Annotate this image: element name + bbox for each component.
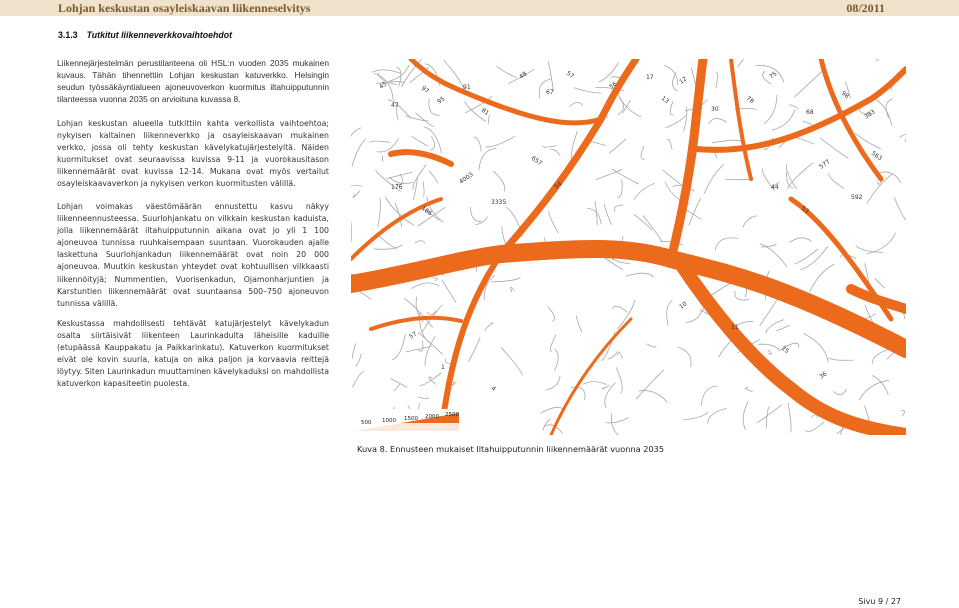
volume-label: 3335 [491, 199, 507, 206]
document-title: Lohjan keskustan osayleiskaavan liikenneselvitys [58, 1, 311, 15]
volume-label: 25 [779, 344, 791, 356]
section-number: 3.1.3 [58, 30, 78, 40]
paragraph-4: Keskustassa mahdollisesti tehtävät katujärjestelyt kävelykadun osalta siirtäisivät liikenteen Laurinkadulta läheisille kaduille (etupäässä Kauppakatu ja Paikkarinkatu). Katuverkon kuormitukset eivät ole kovin suuria, katuja on aika paljon ja korvaavia reittejä löytyy. Siten Laurinkadun muuttaminen kävelykaduksi on mahdollista katuverkon kapasiteetin puolesta. [57, 319, 329, 389]
volume-label: 4 [489, 384, 498, 393]
section-title: Tutkitut liikenneverkkovaihtoehdot [86, 30, 233, 40]
volume-label: 57 [408, 330, 419, 341]
volume-label: 67 [546, 89, 554, 96]
volume-label: 11 [731, 324, 739, 331]
volume-label: 54 [553, 180, 564, 191]
section-heading [58, 30, 232, 40]
paragraph-2: Lohjan keskustan alueella tutkittiin kahta verkollista vaihtoehtoa; nykyisen kaltainen liikenneverkko ja osayleiskaavan mukainen verkko, jossa oli tehty keskustan kävelykatujärjestelyitä. Näiden kuormitukset ovat seuraavissa kuvissa 9-11 ja vuorokausitason liikennemäärät ovat kuvissa 12-14. Mukana ovat myös vertailut osayleiskaavaverkon ja nykyisen verkon kuormitusten välillä. [57, 119, 329, 189]
volume-label: 592 [851, 194, 863, 201]
legend-label-1000: 1000 [382, 418, 396, 424]
volume-label: 45 [378, 80, 389, 91]
legend-label-2000: 2000 [425, 414, 439, 420]
figure-caption: Kuva 8. Ennusteen mukaiset Iltahuipputunnin liikennemäärät vuonna 2035 [357, 444, 665, 454]
volume-label: 1 [441, 364, 445, 371]
volume-label: 36 [818, 370, 829, 381]
volume-label: 56 [608, 80, 619, 91]
volume-label: 47 [391, 102, 399, 109]
volume-label: 44 [771, 184, 779, 191]
map-canvas [351, 59, 906, 435]
volume-label: 13 [659, 94, 671, 106]
volume-label: 577 [818, 158, 832, 171]
document-date: 08/2011 [846, 1, 885, 15]
volume-label: 97 [419, 84, 431, 96]
volume-label: 95 [436, 95, 447, 106]
volume-label: 48 [518, 70, 529, 81]
volume-label: 78 [744, 94, 756, 106]
page-number: Sivu 9 / 27 [858, 597, 901, 606]
volume-label: 12 [678, 75, 689, 86]
legend-label-2500: 2500 [445, 412, 459, 418]
paragraph-3: Lohjan voimakas väestömäärän ennustettu kasvu näkyy liikenneennusteessa. Suurlohjankatu on vilkkain keskustan kaduista, jolla liikennemäärät iltahuipputunnin aikana ovat jo yli 1 100 ajoneuvoa tunnissa ruuhkaisempaan suuntaan. Vuorokauden ajalle laskettuna Suurlohjankadun liikennemäärät ovat noin 20 000 ajoneuvoa. Muutkin keskustan yhteydet ovat kohtuullisen vilkkaasti liikennöityjä; Nummentien, Vuorisenkadun, Ojamonharjuntien ja Karstuntien liikennemäärät ovat suuntaansa 500–750 ajoneuvon tunnissa välillä. [57, 202, 329, 308]
volume-label: 75 [768, 70, 779, 81]
map-legend [351, 409, 463, 435]
legend-label-1500: 1500 [404, 416, 418, 422]
page-header [0, 0, 959, 16]
volume-label: 10 [678, 300, 689, 311]
volume-label: 176 [391, 184, 403, 191]
volume-label: 57 [564, 69, 576, 81]
traffic-volume-map [351, 59, 906, 435]
paragraph-1: Liikennejärjestelmän perustilanteena oli HSL:n vuoden 2035 mukainen kuvaus. Tähän tihennettiin Lohjan keskustan katuverkko. Helsingin seudun työssäkäyntialueen ajoneuvoverkon kuormitus iltahuipputunnin tilanteessa vuonna 2035 on arvioituna kuvassa 8. [57, 58, 329, 105]
volume-label: 81 [479, 106, 491, 118]
legend-label-500: 500 [361, 420, 372, 426]
volume-label: 383 [863, 108, 877, 121]
volume-label: 30 [711, 106, 719, 113]
volume-label: 4003 [458, 171, 475, 186]
volume-label: 53 [799, 204, 811, 216]
volume-label: 91 [463, 84, 471, 91]
volume-label: 68 [806, 109, 814, 116]
volume-label: 186 [419, 204, 434, 218]
volume-label: 657 [529, 154, 544, 168]
volume-label: 98 [839, 89, 851, 101]
volume-label: 17 [646, 74, 654, 81]
volume-label: 563 [869, 149, 884, 163]
